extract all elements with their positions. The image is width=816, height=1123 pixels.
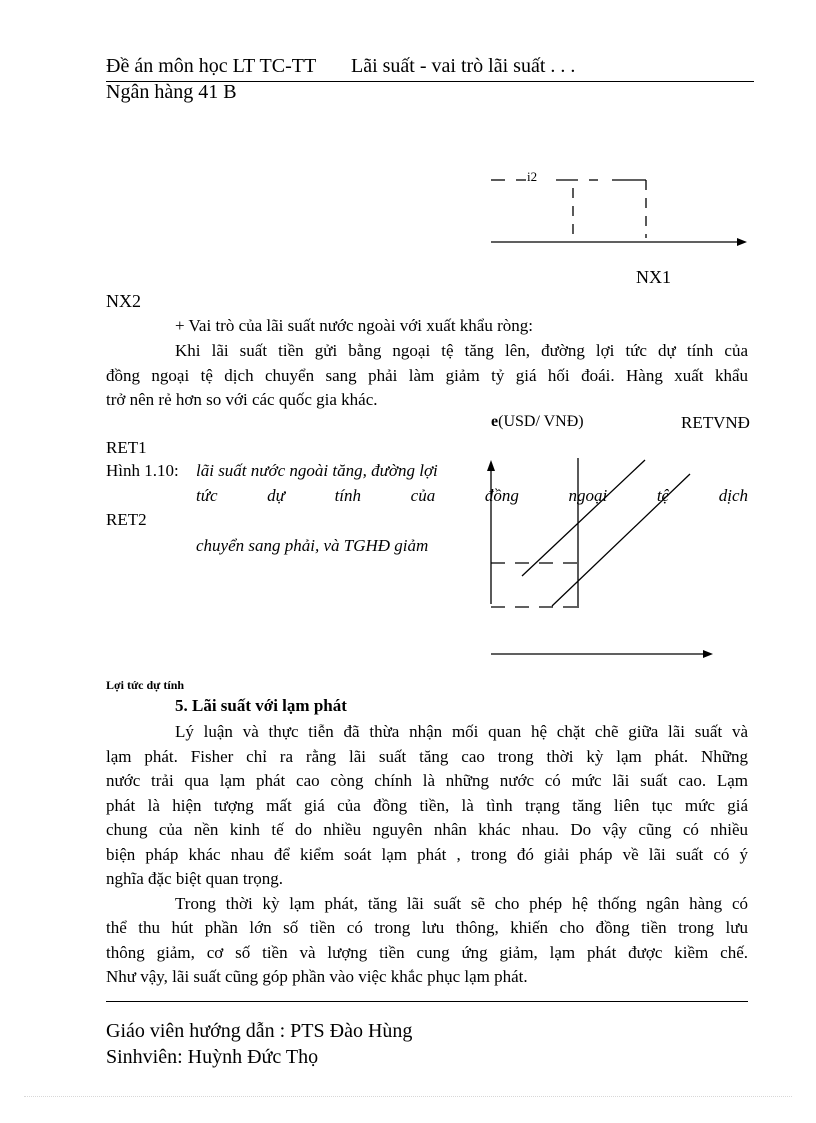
y-axis-label-units: (USD/ VNĐ): [498, 413, 584, 430]
foreign-line-2: đồng ngoại tệ dịch chuyển sang phải làm giảm tỷ giá hối đoái. Hàng xuất khẩu: [106, 366, 748, 385]
p2-line-4: Như vậy, lãi suất cũng góp phần vào việc khắc phục lạm phát.: [106, 967, 528, 986]
ret2-label: RET2: [106, 510, 147, 529]
ret2-line: [552, 474, 690, 606]
i2-label: i2: [527, 169, 538, 184]
foreign-line-1: Khi lãi suất tiền gửi bằng ngoại tệ tăng lên, đường lợi tức dự tính của: [175, 341, 748, 360]
header-course: Đề án môn học LT TC-TT: [106, 55, 317, 77]
header-topic: Lãi suất - vai trò lãi suất . . .: [351, 55, 576, 77]
p1-line-3: nước trải qua lạm phát cao còng chính là những nước có mức lãi suất cao. Lạm: [106, 771, 748, 790]
x-axis-label: Lợi tức dự tính: [106, 678, 185, 692]
ret1-line: [522, 460, 645, 576]
figure-caption-line2: tức dự tính của đồng ngoại tệ dịch: [196, 486, 748, 505]
header-class: Ngân hàng 41 B: [106, 81, 237, 103]
p2-line-1: Trong thời kỳ lạm phát, tăng lãi suất sẽ cho phép hệ thống ngân hàng có: [175, 894, 748, 913]
p1-line-1: Lý luận và thực tiễn đã thừa nhận mối quan hệ chặt chẽ giữa lãi suất và: [175, 722, 748, 741]
nx2-label: NX2: [106, 291, 141, 311]
p1-line-4: phát là hiện tượng mất giá của đồng tiền, là tình trạng tăng liên tục mức giá: [106, 796, 748, 815]
p2-line-3: thông giảm, cơ số tiền và lượng tiền cung ứng giảm, lạm phát được kiềm chế.: [106, 943, 748, 962]
p1-line-5: chung của nền kinh tế do nhiều nguyên nhân khác nhau. Do vậy cũng có nhiều: [106, 820, 748, 839]
y-axis-label-e: e: [491, 413, 499, 430]
x-axis-2-arrow: [703, 650, 713, 658]
figure-caption-line3: chuyển sang phải, và TGHĐ giảm: [196, 536, 429, 555]
p1-line-7: nghĩa đặc biệt quan trọng.: [106, 869, 284, 888]
foreign-rate-heading: + Vai trò của lãi suất nước ngoài với xuất khẩu ròng:: [175, 316, 533, 335]
y-axis-arrow: [487, 460, 495, 471]
page-bottom-dotted-rule: [24, 1096, 792, 1097]
p2-line-2: thể thu hút phần lớn số tiền có trong lưu thông, khiến cho đồng tiền trong lưu: [106, 918, 748, 937]
footer-instructor: Giáo viên hướng dẫn : PTS Đào Hùng: [106, 1020, 413, 1042]
footer-student: Sinhviên: Huỳnh Đức Thọ: [106, 1046, 319, 1068]
nx1-label: NX1: [636, 267, 671, 287]
figure-caption-label: Hình 1.10:: [106, 461, 179, 480]
foreign-line-3: trở nên rẻ hơn so với các quốc gia khác.: [106, 390, 378, 409]
figure-caption-line1: lãi suất nước ngoài tăng, đường lợi: [196, 461, 438, 480]
section5-title: 5. Lãi suất với lạm phát: [175, 696, 347, 715]
p1-line-2: lạm phát. Fisher chỉ ra rằng lãi suất tăng cao trong thời kỳ lạm phát. Những: [106, 747, 748, 766]
ret1-label: RET1: [106, 438, 147, 457]
ret-vnd-label: RETVNĐ: [681, 413, 750, 432]
p1-line-6: biện pháp khác nhau để kiểm soát lạm phát , trong đó giải pháp về lãi suất có ý: [106, 845, 748, 864]
footer-rule: [106, 1001, 748, 1002]
